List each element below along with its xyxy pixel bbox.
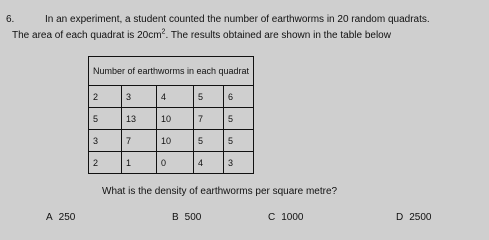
table-cell: 1 [122, 152, 157, 174]
question-number: 6. [6, 14, 15, 25]
option-letter: B [172, 212, 179, 223]
table-cell: 3 [224, 152, 254, 174]
table-cell: 10 [157, 108, 194, 130]
option-d[interactable] [396, 212, 431, 223]
table-cell: 3 [89, 130, 122, 152]
question-text-line-1: In an experiment, a student counted the number of earthworms in 20 random quadrats. [45, 14, 430, 25]
table-cell: 10 [157, 130, 194, 152]
results-table [88, 56, 254, 174]
option-value: 2500 [409, 212, 432, 223]
question-prompt: What is the density of earthworms per square metre? [102, 186, 338, 197]
table-cell: 7 [194, 108, 224, 130]
table-cell: 5 [224, 130, 254, 152]
option-value: 500 [184, 212, 202, 223]
option-letter: C [268, 212, 276, 223]
option-b[interactable] [172, 212, 201, 223]
table-cell: 2 [89, 86, 122, 108]
table-cell: 0 [157, 152, 194, 174]
question-text-line-2-start: The area of each quadrat is 20cm [12, 30, 162, 41]
table-cell: 7 [122, 130, 157, 152]
table-cell: 5 [194, 130, 224, 152]
option-letter: D [396, 212, 404, 223]
option-c[interactable] [268, 212, 303, 223]
table-header-row [89, 57, 254, 86]
table-cell: 3 [122, 86, 157, 108]
table-row [89, 152, 254, 174]
table-cell: 6 [224, 86, 254, 108]
table-row [89, 108, 254, 130]
option-letter: A [46, 212, 53, 223]
table-row [89, 86, 254, 108]
results-table-container [88, 56, 253, 173]
option-a[interactable] [46, 212, 75, 223]
table-cell: 5 [194, 86, 224, 108]
table-cell: 2 [89, 152, 122, 174]
table-cell: 13 [122, 108, 157, 130]
table-cell: 5 [224, 108, 254, 130]
table-cell: 4 [194, 152, 224, 174]
superscript-exponent: 2 [161, 28, 166, 36]
option-value: 250 [58, 212, 76, 223]
table-cell: 5 [89, 108, 122, 130]
table-row [89, 130, 254, 152]
table-header: Number of earthworms in each quadrat [89, 57, 254, 86]
question-text-line-2-end: . The results obtained are shown in the table below [165, 30, 391, 41]
table-cell: 4 [157, 86, 194, 108]
option-value: 1000 [281, 212, 304, 223]
question-text-line-2 [12, 30, 391, 41]
